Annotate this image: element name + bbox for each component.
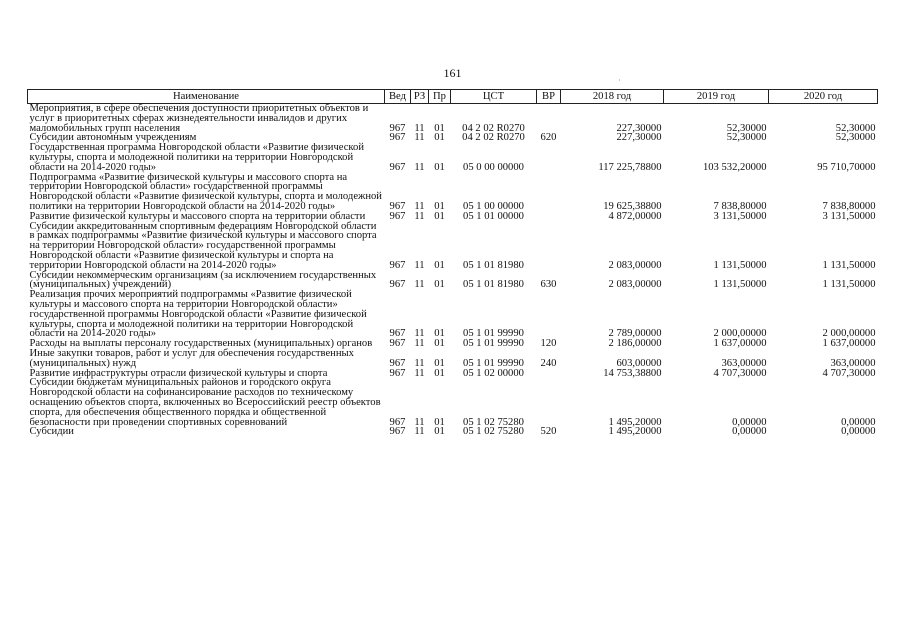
page-number: 161 xyxy=(443,66,462,80)
row-vr: 620 xyxy=(540,132,557,144)
row-2020: 52,30000 xyxy=(835,122,876,134)
row-2019: 0,00000 xyxy=(732,416,767,428)
row-vr xyxy=(537,222,561,271)
row-2020: 1 131,50000 xyxy=(822,279,876,291)
row-2019: 7 838,80000 xyxy=(713,200,767,212)
row-2018: 1 495,20000 xyxy=(608,426,662,438)
table-row xyxy=(28,271,878,291)
table-row xyxy=(28,222,878,271)
row-ved: 967 xyxy=(389,426,406,438)
row-name: Субсидии автономным учреждениям xyxy=(29,132,197,144)
table-row xyxy=(28,378,878,427)
row-ved: 967 xyxy=(389,161,406,173)
row-2019: 0,00000 xyxy=(732,426,767,438)
row-2019: 52,30000 xyxy=(726,122,767,134)
row-pr: 01 xyxy=(434,122,445,134)
row-name: Субсидии аккредитованным спортивным федерациям Новгородской области в рамках подпрограммы «Развитие физической культуры и массового спорта на территории Новгородской области» государственной программы Новгородской области «Развитие физической культуры и спорта на территории Новгородской области на 2014-2020 годы» xyxy=(29,220,377,271)
row-vr: 630 xyxy=(540,279,557,291)
header-ved: Вед xyxy=(385,90,411,104)
row-rz: 11 xyxy=(414,200,425,212)
row-vr xyxy=(537,212,561,222)
row-2019: 2 000,00000 xyxy=(713,328,767,340)
row-2020: 0,00000 xyxy=(841,426,876,438)
header-cst: ЦСТ xyxy=(451,90,537,104)
row-vr xyxy=(537,173,561,212)
row-2020: 1 131,50000 xyxy=(822,259,876,271)
row-2019: 1 131,50000 xyxy=(713,279,767,291)
row-cst: 05 1 01 81980 xyxy=(463,279,524,291)
table-row xyxy=(28,104,878,134)
row-cst: 05 1 02 75280 xyxy=(463,416,524,428)
row-cst: 04 2 02 R0270 xyxy=(462,132,525,144)
row-ved: 967 xyxy=(389,328,406,340)
row-pr: 01 xyxy=(434,132,445,144)
row-name: Развитие инфраструктуры отрасли физической культуры и спорта xyxy=(29,367,328,379)
row-pr: 01 xyxy=(434,279,445,291)
header-pr: Пр xyxy=(429,90,451,104)
row-pr: 01 xyxy=(434,338,445,350)
table-body xyxy=(28,104,878,438)
row-ved: 967 xyxy=(389,367,406,379)
row-cst: 05 1 00 00000 xyxy=(463,200,524,212)
row-rz: 11 xyxy=(414,132,425,144)
row-2020: 1 637,00000 xyxy=(822,338,876,350)
row-cst: 05 1 01 99990 xyxy=(463,328,524,340)
row-vr: 520 xyxy=(540,426,557,438)
row-2019: 3 131,50000 xyxy=(713,210,767,222)
row-rz: 11 xyxy=(414,328,425,340)
header-vr: ВР xyxy=(537,90,561,104)
row-2019: 4 707,30000 xyxy=(713,367,767,379)
row-pr: 01 xyxy=(434,416,445,428)
row-ved: 967 xyxy=(389,279,406,291)
table-row xyxy=(28,290,878,339)
row-ved: 967 xyxy=(389,122,406,134)
row-2019: 1 637,00000 xyxy=(713,338,767,350)
table-row xyxy=(28,349,878,369)
row-2019: 1 131,50000 xyxy=(713,259,767,271)
row-rz: 11 xyxy=(414,338,425,350)
row-vr xyxy=(537,290,561,339)
row-rz: 11 xyxy=(414,259,425,271)
row-name: Иные закупки товаров, работ и услуг для обеспечения государственных (муниципальных) нужд xyxy=(29,347,354,369)
row-pr: 01 xyxy=(434,210,445,222)
row-2020: 95 710,70000 xyxy=(817,161,876,173)
row-vr xyxy=(537,143,561,172)
header-2019: 2019 год xyxy=(664,90,769,104)
row-2018: 4 872,00000 xyxy=(608,210,662,222)
row-name: Развитие физической культуры и массового спорта на территории области xyxy=(29,210,366,222)
row-2020: 2 000,00000 xyxy=(822,328,876,340)
row-cst: 04 2 02 R0270 xyxy=(462,122,525,134)
row-ved: 967 xyxy=(389,200,406,212)
row-name: Субсидии некоммерческим организациям (за исключением государственных (муниципальных) учреждений) xyxy=(29,269,377,291)
row-vr xyxy=(537,104,561,134)
row-rz: 11 xyxy=(414,357,425,369)
header-2020: 2020 год xyxy=(769,90,878,104)
row-ved: 967 xyxy=(389,416,406,428)
header-2018: 2018 год xyxy=(561,90,664,104)
row-2018: 2 083,00000 xyxy=(608,259,662,271)
row-2018: 1 495,20000 xyxy=(608,416,662,428)
table-row xyxy=(28,427,878,437)
row-2018: 603,00000 xyxy=(616,357,662,369)
row-cst: 05 1 01 00000 xyxy=(463,210,524,222)
row-2019: 363,00000 xyxy=(721,357,767,369)
row-name: Расходы на выплаты персоналу государственных (муниципальных) органов xyxy=(29,338,373,350)
row-vr: 240 xyxy=(540,357,557,369)
table-row xyxy=(28,173,878,212)
row-rz: 11 xyxy=(414,426,425,438)
row-2018: 227,30000 xyxy=(616,132,662,144)
row-pr: 01 xyxy=(434,328,445,340)
row-ved: 967 xyxy=(389,210,406,222)
row-cst: 05 1 01 81980 xyxy=(463,259,524,271)
row-cst: 05 1 01 99990 xyxy=(463,357,524,369)
row-name: Государственная программа Новгородской области «Развитие физической культуры, спорта и молодежной политики на территории Новгородской области на 2014-2020 годы» xyxy=(29,142,365,173)
row-2020: 4 707,30000 xyxy=(822,367,876,379)
row-rz: 11 xyxy=(414,161,425,173)
row-ved: 967 xyxy=(389,132,406,144)
row-vr xyxy=(537,378,561,427)
row-pr: 01 xyxy=(434,367,445,379)
row-pr: 01 xyxy=(434,357,445,369)
header-rz: РЗ xyxy=(411,90,429,104)
row-cst: 05 1 02 75280 xyxy=(463,426,524,438)
row-2018: 2 789,00000 xyxy=(608,328,662,340)
row-2020: 52,30000 xyxy=(835,132,876,144)
row-2018: 2 186,00000 xyxy=(608,338,662,350)
row-name: Подпрограмма «Развитие физической культуры и массового спорта на территории Новгородской области» государственной программы Новгородской области «Развитие физической культуры, спорта и молодежной политики на территории Новгородской области на 2014-2020 годы» xyxy=(29,171,382,212)
row-2020: 0,00000 xyxy=(841,416,876,428)
row-cst: 05 1 02 00000 xyxy=(463,367,524,379)
row-2020: 363,00000 xyxy=(830,357,876,369)
row-pr: 01 xyxy=(434,426,445,438)
table-row xyxy=(28,143,878,172)
row-rz: 11 xyxy=(414,416,425,428)
row-2018: 14 753,38800 xyxy=(603,367,662,379)
row-2018: 117 225,78800 xyxy=(598,161,662,173)
row-rz: 11 xyxy=(414,210,425,222)
row-name: Субсидии бюджетам муниципальных районов и городского округа Новгородской области на софинансирование расходов по техническому оснащению объектов спорта, включенных во Всероссийский реестр объектов спорта, для обеспечения общественного порядка и общественной безопасности при проведении спортивных соревнований xyxy=(29,377,381,428)
row-ved: 967 xyxy=(389,259,406,271)
row-name: Субсидии xyxy=(29,426,74,438)
row-vr xyxy=(537,369,561,379)
row-pr: 01 xyxy=(434,259,445,271)
row-2020: 7 838,80000 xyxy=(822,200,876,212)
row-cst: 05 0 00 00000 xyxy=(463,161,524,173)
row-name: Мероприятия, в сфере обеспечения доступности приоритетных объектов и услуг в приоритетных сферах жизнедеятельности инвалидов и других маломобильных групп населения xyxy=(29,103,369,134)
scan-speck: · xyxy=(618,76,621,85)
header-name: Наименование xyxy=(28,90,385,104)
table-header-row xyxy=(28,90,878,104)
row-pr: 01 xyxy=(434,200,445,212)
row-2020: 3 131,50000 xyxy=(822,210,876,222)
row-2019: 103 532,20000 xyxy=(702,161,767,173)
row-cst: 05 1 01 99990 xyxy=(463,338,524,350)
row-rz: 11 xyxy=(414,279,425,291)
row-2018: 227,30000 xyxy=(616,122,662,134)
row-ved: 967 xyxy=(389,338,406,350)
row-2019: 52,30000 xyxy=(726,132,767,144)
row-rz: 11 xyxy=(414,367,425,379)
row-2018: 19 625,38800 xyxy=(603,200,662,212)
row-name: Реализация прочих мероприятий подпрограммы «Развитие физической культуры и массового спорта на территории Новгородской области» государственной программы Новгородской области «Развитие физической культуры, спорта и молодежной политики на территории Новгородской области на 2014-2020 годы» xyxy=(29,289,367,340)
budget-table xyxy=(27,89,878,437)
row-pr: 01 xyxy=(434,161,445,173)
row-2018: 2 083,00000 xyxy=(608,279,662,291)
row-rz: 11 xyxy=(414,122,425,134)
row-ved: 967 xyxy=(389,357,406,369)
row-vr: 120 xyxy=(540,338,557,350)
